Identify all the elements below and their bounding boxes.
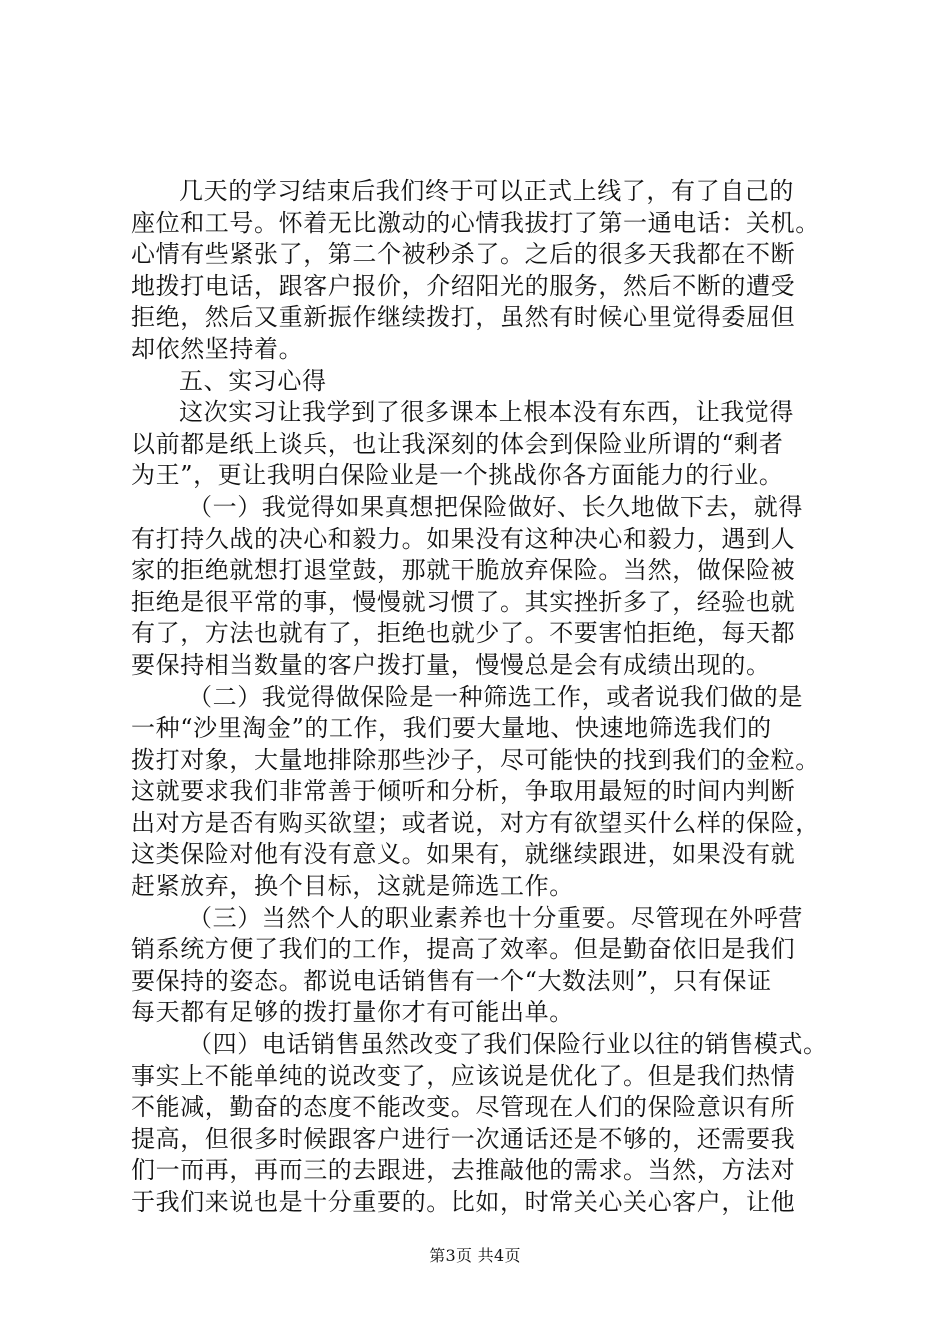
- body-text-line: 要保持的姿态。都说电话销售有一个“大数法则”，只有保证: [131, 966, 772, 995]
- body-text-line: 有打持久战的决心和毅力。如果没有这种决心和毅力，遇到人: [131, 524, 796, 553]
- document-body: [131, 176, 831, 1219]
- body-text-line: 于我们来说也是十分重要的。比如，时常关心关心客户，让他: [131, 1188, 796, 1216]
- body-text-line: 每天都有足够的拨打量你才有可能出单。: [131, 998, 574, 1027]
- body-text-line: （四）电话销售虽然改变了我们保险行业以往的销售模式。: [188, 1030, 828, 1059]
- body-text-line: 们一而再，再而三的去跟进，去推敲他的需求。当然，方法对: [131, 1156, 796, 1185]
- body-text-line: 事实上不能单纯的说改变了，应该说是优化了。但是我们热情: [131, 1061, 796, 1090]
- body-text-line: 有了，方法也就有了，拒绝也就少了。不要害怕拒绝，每天都: [131, 619, 796, 648]
- body-text-line: 座位和工号。怀着无比激动的心情我拔打了第一通电话：关机。: [131, 208, 820, 237]
- body-text-line: 不能减，勤奋的态度不能改变。尽管现在人们的保险意识有所: [131, 1093, 796, 1122]
- body-text-line: 销系统方便了我们的工作，提高了效率。但是勤奋依旧是我们: [131, 935, 796, 964]
- body-text-line: （一）我觉得如果真想把保险做好、长久地做下去，就得: [188, 492, 803, 521]
- body-text-line: 这类保险对他有没有意义。如果有，就继续跟进，如果没有就: [131, 840, 796, 869]
- body-text-line: 这次实习让我学到了很多课本上根本没有东西，让我觉得: [179, 398, 794, 427]
- body-text-line: 家的拒绝就想打退堂鼓，那就干脆放弃保险。当然，做保险被: [131, 556, 796, 585]
- body-text-line: 要保持相当数量的客户拨打量，慢慢总是会有成绩出现的。: [131, 650, 771, 679]
- body-text-line: 一种“沙里淘金”的工作，我们要大量地、快速地筛选我们的: [131, 714, 772, 743]
- body-text-line: 几天的学习结束后我们终于可以正式上线了，有了自己的: [179, 177, 794, 205]
- body-text-line: 拒绝，然后又重新振作继续拨打，虽然有时候心里觉得委屈但: [131, 303, 796, 332]
- body-text-line: 以前都是纸上谈兵，也让我深刻的体会到保险业所谓的“剩者: [131, 429, 784, 458]
- body-text-line: （二）我觉得做保险是一种筛选工作，或者说我们做的是: [188, 682, 803, 711]
- page-footer: 第3页 共4页: [429, 1246, 521, 1265]
- body-text-line: 五、实习心得: [179, 366, 327, 395]
- body-text-line: 为王”，更让我明白保险业是一个挑战你各方面能力的行业。: [131, 461, 784, 490]
- body-text-line: 这就要求我们非常善于倾听和分析，争取用最短的时间内判断: [131, 777, 796, 806]
- body-text-line: 赶紧放弃，换个目标，这就是筛选工作。: [131, 872, 574, 901]
- body-text-line: 拒绝是很平常的事，慢慢就习惯了。其实挫折多了，经验也就: [131, 587, 796, 616]
- body-text-line: 拨打对象，大量地排除那些沙子，尽可能快的找到我们的金粒。: [131, 745, 820, 774]
- body-text-line: 出对方是否有购买欲望；或者说，对方有欲望买什么样的保险，: [131, 808, 820, 837]
- body-text-line: 提高，但很多时候跟客户进行一次通话还是不够的，还需要我: [131, 1124, 796, 1153]
- body-text-line: 却依然坚持着。: [131, 334, 304, 363]
- body-text-line: （三）当然个人的职业素养也十分重要。尽管现在外呼营: [188, 903, 803, 932]
- body-text-line: 心情有些紧张了，第二个被秒杀了。之后的很多天我都在不断: [131, 240, 796, 269]
- body-text-line: 地拨打电话，跟客户报价，介绍阳光的服务，然后不断的遭受: [131, 271, 796, 300]
